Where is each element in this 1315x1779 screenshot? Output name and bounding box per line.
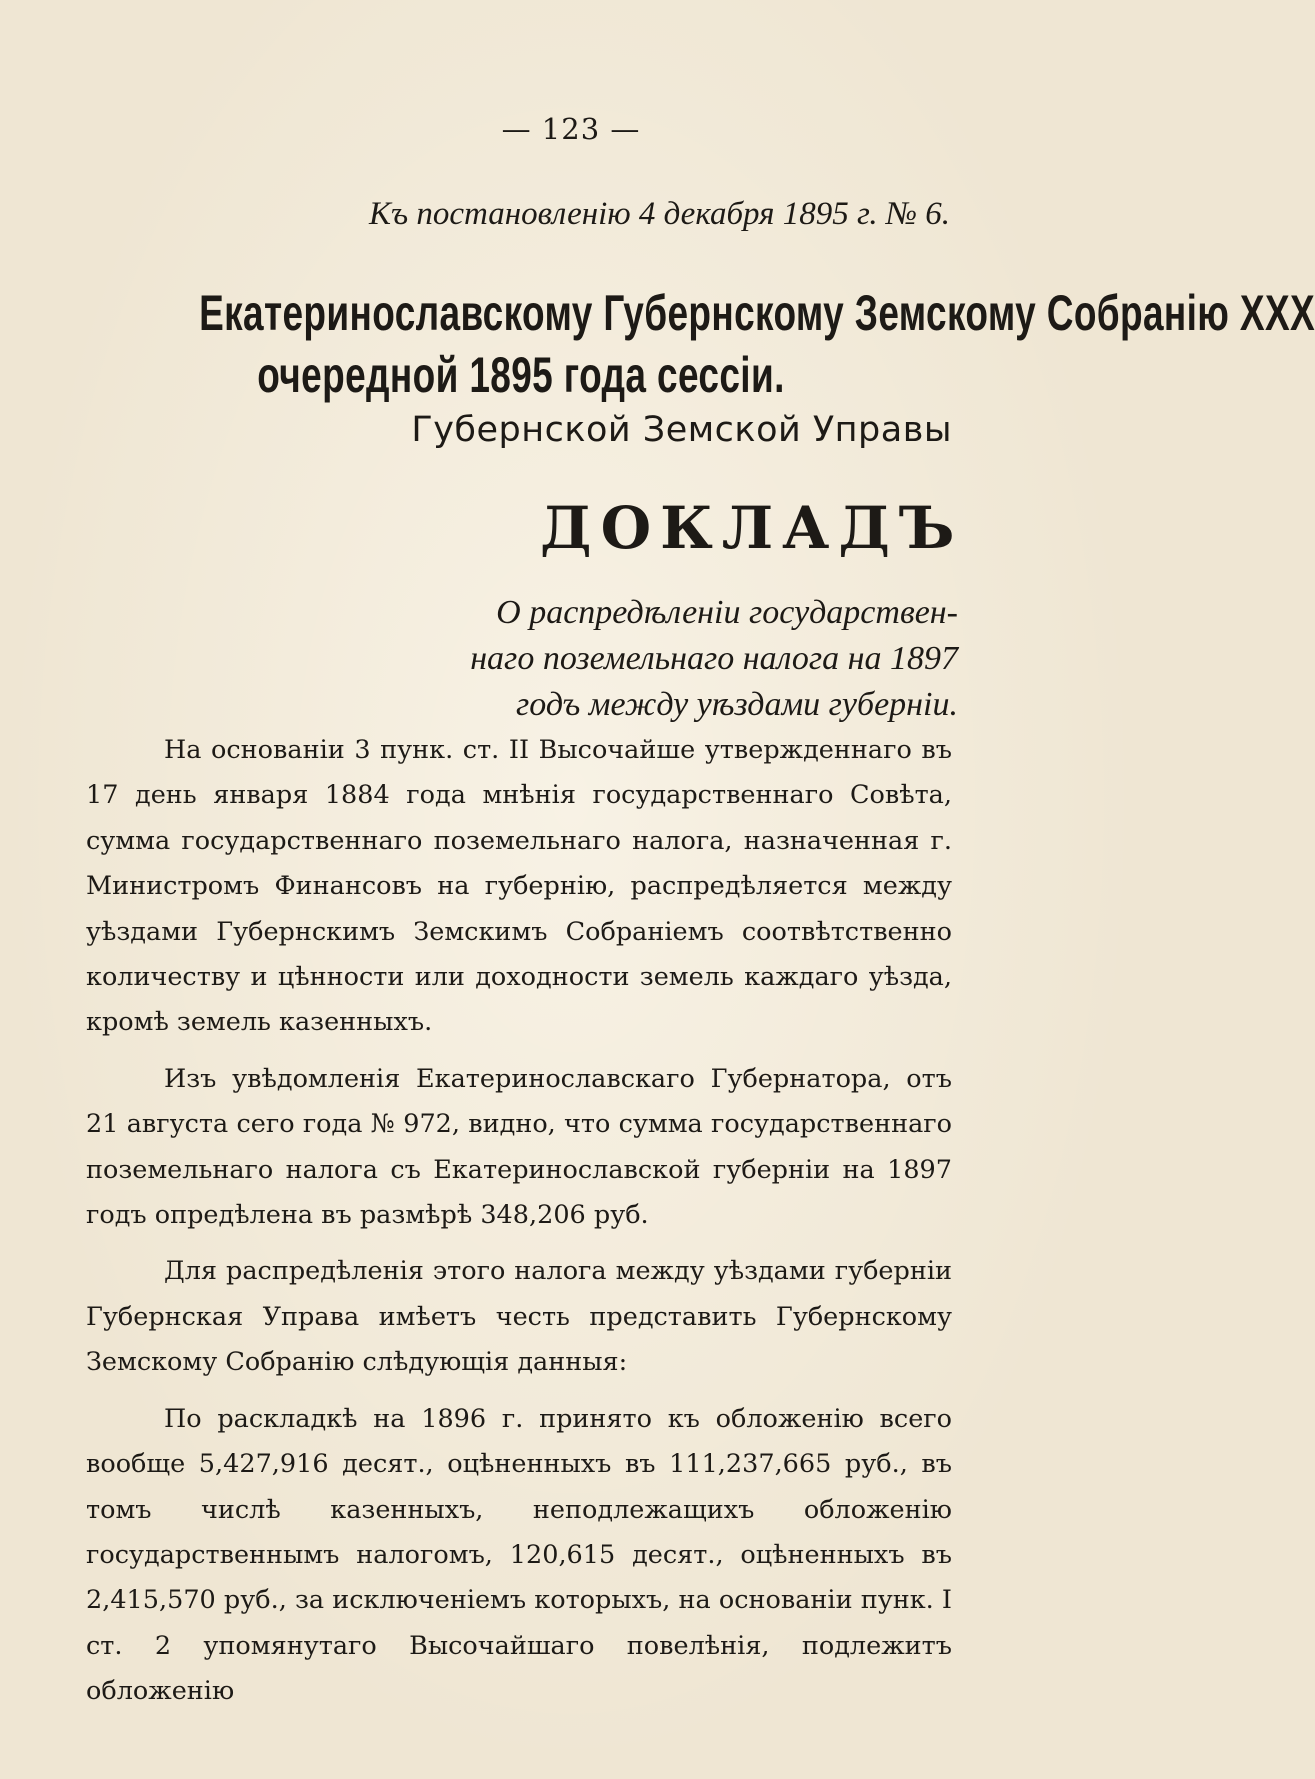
resolution-reference: Къ постановленію 4 декабря 1895 г. № 6. [369,196,950,232]
subject-line-2: наго поземельнаго налога на 1897 [470,640,958,677]
board-heading: Губернской Земской Управы [411,410,952,450]
document-subject [400,590,958,728]
body-paragraph-3: Для распредѣленія этого налога между уѣздами губерніи Губернская Управа имѣетъ честь представить Губернскому Земскому Собранію слѣдующія данныя: [86,1256,952,1378]
report-body [86,728,952,1726]
assembly-heading-line-2: очередной 1895 года сессіи. [257,347,785,403]
document-title: ДОКЛАДЪ [540,494,964,562]
page-number: — 123 — [501,112,641,146]
assembly-heading-line-1: Екатеринославскому Губернскому Земскому Собранію XXX [199,285,1315,341]
body-paragraph-1: На основаніи 3 пунк. ст. II Высочайше утвержденнаго въ 17 день января 1884 года мнѣнія государственнаго Совѣта, сумма государственнаго поземельнаго налога, назначенная г. Министромъ Финансовъ на губернію, распредѣляется между уѣздами Губернскимъ Земскимъ Собраніемъ соотвѣтственно количеству и цѣнности или доходности земель каждаго уѣзда, кромѣ земель казенныхъ. [86,735,952,1038]
subject-line-3: годъ между уѣздами губерніи. [516,686,958,723]
body-paragraph-4: По раскладкѣ на 1896 г. принято къ обложенію всего вообще 5,427,916 десят., оцѣненныхъ въ 111,237,665 руб., въ томъ числѣ казенныхъ, неподлежащихъ обложенію государственнымъ налогомъ, 120,615 десят., оцѣненныхъ въ 2,415,570 руб., за исключеніемъ которыхъ, на основаніи пунк. I ст. 2 упомянутаго Высочайшаго повелѣнія, подлежитъ обложенію [86,1403,952,1707]
assembly-heading [199,282,1315,406]
body-paragraph-2: Изъ увѣдомленія Екатеринославскаго Губернатора, отъ 21 августа сего года № 972, видно, что сумма государственнаго поземельнаго налога съ Екатеринославской губерніи на 1897 годъ опредѣлена въ размѣрѣ 348,206 руб. [86,1063,952,1231]
subject-line-1: О распредѣленіи государствен- [496,594,958,631]
